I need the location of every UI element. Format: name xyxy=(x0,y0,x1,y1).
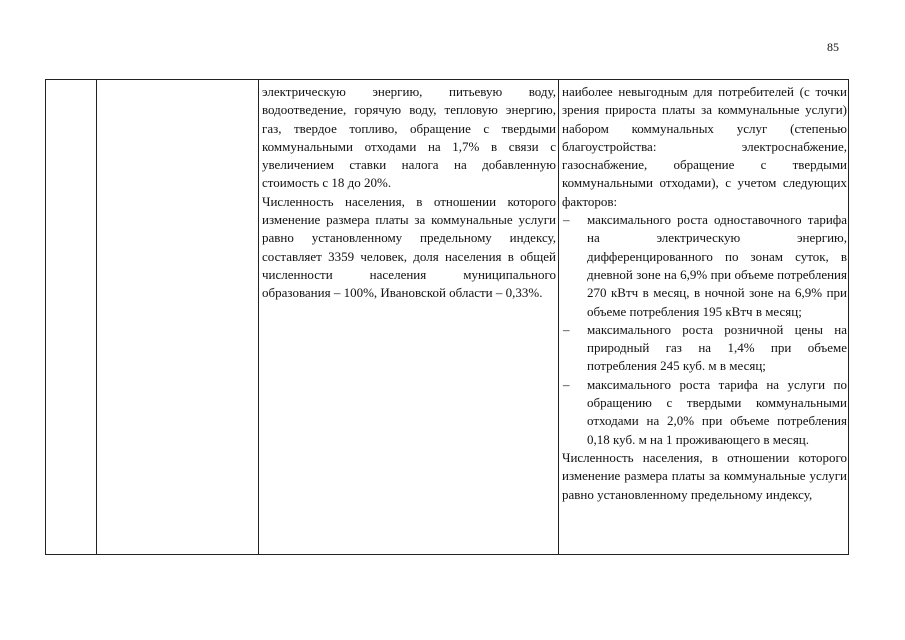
dash-bullet: – xyxy=(563,321,570,337)
page-number: 85 xyxy=(827,40,839,54)
table-column-justification xyxy=(559,80,850,554)
list-item xyxy=(562,376,847,449)
factor-text: максимального роста тарифа на услуги по обращению с твердыми коммунальными отходами на 2,0% при объеме потребления 0,18 куб. м на 1 проживающего в месяц. xyxy=(587,376,847,447)
factors-list xyxy=(562,211,847,449)
table-column-number xyxy=(46,80,97,554)
document-table xyxy=(45,79,849,555)
dash-bullet: – xyxy=(563,376,570,392)
factor-text: максимального роста розничной цены на природный газ на 1,4% при объеме потребления 245 куб. м в месяц; xyxy=(587,321,847,374)
changes-paragraph-1: электрическую энергию, питьевую воду, водоотведение, горячую воду, тепловую энергию, газ, твердое топливо, обращение с твердыми коммунальными отходами на 1,7% в связи с увеличением ставки налога на добавленную стоимость с 18 до 20%. xyxy=(262,84,556,191)
factor-text: максимального роста одноставочного тарифа на электрическую энергию, дифференцированного по зонам суток, в дневной зоне на 6,9% при объеме потребления 270 кВтч в месяц, в ночной зоне на 6,9% при объеме потребления 195 кВтч в месяц; xyxy=(587,212,847,319)
table-column-changes xyxy=(259,80,559,554)
justification-closing: Численность населения, в отношении которого изменение размера платы за коммунальные услуги равно установленному предельному индексу, xyxy=(562,449,847,502)
justification-intro: наиболее невыгодным для потребителей (с точки зрения прироста платы за коммунальные услуги) набором коммунальных услуг (степенью благоустройства: электроснабжение, газоснабжение, обращение с твердыми коммунальными отходами), с учетом следующих факторов: xyxy=(562,84,847,209)
dash-bullet: – xyxy=(563,212,570,228)
changes-paragraph-2: Численность населения, в отношении которого изменение размера платы за коммунальные услуги равно установленному предельному индексу, составляет 3359 человек, доля населения в общей численности населения муниципального образования – 100%, Ивановской области – 0,33%. xyxy=(262,193,556,301)
list-item xyxy=(562,321,847,376)
table-column-name xyxy=(97,80,259,554)
list-item xyxy=(562,211,847,321)
